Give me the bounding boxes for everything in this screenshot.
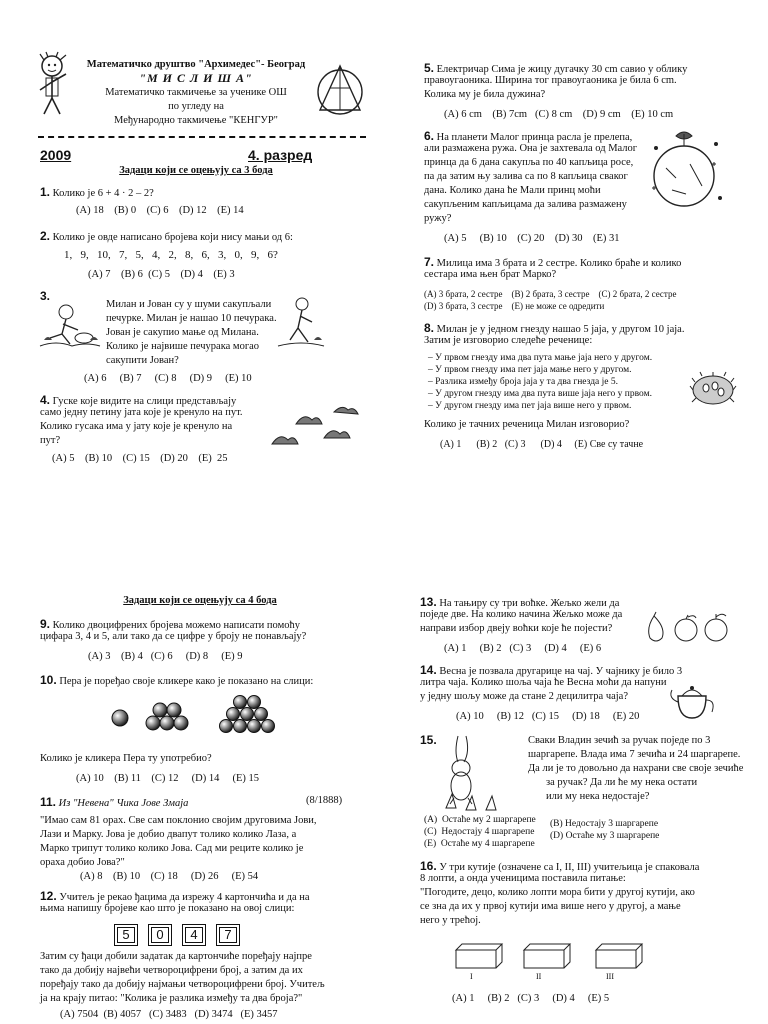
question-15-option-e: (E) Остаће му 4 шаргарепе (424, 839, 535, 849)
marbles-illustration (100, 696, 300, 736)
question-12-line-3: Затим су ђаци добили задатак да картончиће поређају најпре (40, 951, 312, 962)
question-16-options: (A) 1 (B) 2 (C) 3 (D) 4 (E) 5 (452, 993, 610, 1004)
mushroom-picker-illustration (36, 300, 102, 350)
question-12-line-4: тако да добију највећи четвороцифрени број, а затим да их (40, 965, 303, 976)
number-card: 5 (114, 924, 138, 946)
question-6-line-3: принца да 6 дана сакупља по 40 капљица росе, (424, 157, 634, 168)
fruits-illustration (642, 612, 732, 644)
page-quadrant-bottom-left (40, 592, 376, 1022)
nest-illustration (690, 372, 736, 406)
question-11-title: 11. Из "Невена" Чика Јове Змаја (40, 795, 189, 809)
boy-picking-mushrooms-illustration (276, 296, 326, 350)
question-8-statement-5: – У другом гнезду има пет јаја више него у првом. (428, 401, 632, 411)
question-4-options: (A) 5 (B) 10 (C) 15 (D) 20 (E) 25 (52, 453, 228, 464)
question-15-option-a: (A) Остаће му 2 шаргарепе (424, 815, 536, 825)
year-label: 2009 (40, 147, 72, 163)
question-8-statement-3: – Разлика између броја јаја у та два гнезда је 5. (428, 377, 619, 387)
question-8-options: (A) 1 (B) 2 (C) 3 (D) 4 (E) Све су тачне (440, 439, 644, 450)
question-8-line-2: Затим је изговорио следеће реченице: (424, 335, 593, 346)
planet-rose-illustration (646, 128, 726, 212)
question-15-line-2: шаргарепе. Влада има 7 зечића и 24 шаргарепе. (528, 749, 741, 760)
header-line-1: Математичко такмичење за ученике ОШ (105, 87, 287, 98)
question-6-line-7: ружу? (424, 213, 452, 224)
page-quadrant-bottom-right (416, 592, 752, 1022)
page-quadrant-top-left (36, 52, 370, 472)
rabbit-carrots-illustration (436, 732, 526, 812)
society-heading: Математичко друштво "Архимедес"- Београд (86, 59, 306, 70)
question-16-line-1: 16. У три кутије (означене са I, II, III) учитељица је спаковала (420, 859, 700, 873)
question-15-line-1: Сваки Владин зечић за ручак поједе по 3 (528, 735, 711, 746)
question-13-line-1: 13. На тањиру су три воћке. Жељко жели да (420, 595, 620, 609)
question-13-line-2: поједе две. На колико начина Жељко може да (420, 609, 623, 620)
marbles-group-2 (146, 703, 188, 730)
question-7-line-1: 7. Милица има 3 брата и 2 сестре. Колико браће и колико (424, 255, 682, 269)
question-15-line-3: Да ли је то довољно да нахрани све своје зечиће (528, 763, 744, 774)
question-9-line-2: цифара 3, 4 и 5, али тако да се цифре у броју не понављају? (40, 631, 307, 642)
question-3-line-1: Милан и Јован су у шуми сакупљали (106, 299, 272, 310)
question-9-options: (A) 3 (B) 4 (C) 6 (D) 8 (E) 9 (88, 651, 243, 662)
three-boxes-illustration (452, 938, 652, 978)
question-6-line-6: сакупљеним капљицама да залива размажену (424, 199, 627, 210)
question-8-line-1: 8. Милан је у једном гнезду нашао 5 јаја, у другом 10 јаја. (424, 321, 685, 335)
question-3-line-3: Јован је сакупио мање од Милана. (106, 327, 259, 338)
question-3-line-2: печурке. Милан је нашао 10 печурака. (106, 313, 277, 324)
question-5-line-1: 5. Електричар Сима је жицу дугачку 30 cm савио у облику (424, 61, 688, 75)
question-2-options: (A) 7 (B) 6 (C) 5 (D) 4 (E) 3 (88, 269, 235, 280)
question-16-line-5: него у трећој. (420, 915, 481, 926)
question-15-option-b: (B) Недостају 3 шаргарепе (550, 819, 659, 829)
dashed-divider (38, 136, 366, 138)
question-14-line-2: литра чаја. Колико шоља чаја ће Весна моћи да напуни (420, 677, 667, 688)
question-14-line-1: 14. Весна је позвала другарице на чај. У чајнику је било 3 (420, 663, 683, 677)
question-15-line-5: или му нека недостаје? (546, 791, 650, 802)
question-2-sequence: 1, 9, 10, 7, 5, 4, 2, 8, 6, 3, 0, 9, 6? (64, 249, 278, 261)
question-3-options: (A) 6 (B) 7 (C) 8 (D) 9 (E) 10 (84, 373, 252, 384)
question-8-statement-1: – У првом гнезду има два пута мање јаја него у другом. (428, 353, 653, 363)
number-card: 0 (148, 924, 172, 946)
question-6-options: (A) 5 (B) 10 (C) 20 (D) 30 (E) 31 (444, 233, 620, 244)
question-8-question: Колико је тачних реченица Милан изговорио? (424, 419, 630, 430)
question-16-line-4: се зна да их у првој кутији има више него у другој, а мање (420, 901, 681, 912)
question-14-line-3: у једну шољу може да стане 2 децилитра чаја? (420, 691, 629, 702)
brand-title: "М И С Л И Ш А" (139, 71, 253, 85)
question-15-line-4: за ручак? Да ли ће му нека остати (546, 777, 698, 788)
page-quadrant-top-right (420, 56, 750, 476)
question-6-line-2: али размажена ружа. Она је захтевала од Малог (424, 143, 638, 154)
question-11-options: (A) 8 (B) 10 (C) 18 (D) 26 (E) 54 (80, 871, 259, 882)
question-15-option-d: (D) Остаће му 3 шаргарепе (550, 831, 660, 841)
question-13-line-3: направи избор двеју воћки које ће појести? (420, 623, 613, 634)
question-13-options: (A) 1 (B) 2 (C) 3 (D) 4 (E) 6 (444, 643, 602, 654)
question-7-options-row-1: (A) 3 брата, 2 сестре (B) 2 брата, 3 сестре (C) 2 брата, 2 сестре (424, 289, 677, 299)
question-11-line-2: Лази и Марку. Јова је добио двапут толико колико Лаза, а (40, 829, 297, 840)
geese-illustration (268, 404, 364, 456)
number-card: 7 (216, 924, 240, 946)
question-14-options: (A) 10 (B) 12 (C) 15 (D) 18 (E) 20 (456, 711, 640, 722)
question-9-line-1: 9. Колико двоцифрених бројева можемо написати помоћу (40, 617, 300, 631)
teapot-illustration (668, 682, 718, 722)
marbles-group-3 (220, 696, 275, 733)
question-10-question: Колико је кликера Пера ту употребио? (40, 753, 212, 764)
question-10: 10. Пера је поређао своје кликере како је показано на слици: (40, 673, 314, 687)
grade-label: 4. разред (248, 147, 313, 163)
question-16-line-2: 8 лопти, а онда ученицима поставила питање: (420, 873, 626, 884)
question-3-number: 3. (40, 289, 51, 303)
question-12-line-6: ја на крају питао: "Колика је разлика између та два броја?" (40, 993, 303, 1004)
question-5-line-2: правоугаоника. Ширина тог правоугаоника је била 6 cm. (424, 75, 677, 86)
boy-mascot-illustration (36, 52, 72, 122)
question-11-line-4: ораха добио Јова?" (40, 857, 125, 868)
number-card: 4 (182, 924, 206, 946)
question-12-line-1: 12. Учитељ је рекао ђацима да изрежу 4 картончића и да на (40, 889, 310, 903)
question-8-statement-4: – У другом гнезду има два пута више јаја него у првом. (428, 389, 652, 399)
question-4-line-4: пут? (40, 435, 61, 446)
question-5-options: (A) 6 cm (B) 7cm (C) 8 cm (D) 9 cm (E) 10 cm (444, 109, 674, 120)
question-16-line-3: "Погодите, децо, колико лопти мора бити у другој кутији, ако (420, 887, 695, 898)
question-4-line-1: 4. Гуске које видите на слици представљају (40, 393, 237, 407)
question-1: 1. Колико је 6 + 4 · 2 – 2? (40, 185, 154, 199)
geometry-logo (314, 64, 366, 116)
question-7-line-2: сестара има њен брат Марко? (424, 269, 557, 280)
question-11-line-3: Марко трипут толико колико Јова. Сад ми реците колико је (40, 843, 304, 854)
box-label-3: III (606, 972, 614, 981)
question-11-line-1: "Имао сам 81 орах. Све сам поклонио својим друговима Јови, (40, 815, 317, 826)
question-3-line-5: сакупити Јован? (106, 355, 179, 366)
question-7-options-row-2: (D) 3 брата, 3 сестре (E) не може се одредити (424, 301, 605, 311)
question-4-line-3: Колико гусака има у јату које је кренуло на (40, 421, 233, 432)
question-3-line-4: Колико је највише печурака могао (106, 341, 260, 352)
question-10-options: (A) 10 (B) 11 (C) 12 (D) 14 (E) 15 (76, 773, 260, 784)
header-line-2: по угледу на (168, 101, 224, 112)
question-15-number: 15. (420, 733, 437, 747)
question-15-option-c: (C) Недостају 4 шаргарепе (424, 827, 535, 837)
section-heading-3-points: Задаци који се оцењују са 3 бода (119, 165, 273, 176)
question-12-options: (A) 7504 (B) 4057 (C) 3483 (D) 3474 (E) 3457 (60, 1009, 278, 1020)
question-11-reference: (8/1888) (306, 795, 343, 806)
box-label-1: I (470, 972, 473, 981)
header-line-3: Међународно такмичење "КЕНГУР" (114, 115, 278, 126)
number-cards (114, 924, 250, 946)
question-8-statement-2: – У првом гнезду има пет јаја мање него у другом. (428, 365, 632, 375)
question-12-line-2: њима напишу бројеве као што је показано на овој слици: (40, 903, 295, 914)
question-1-options: (A) 18 (B) 0 (C) 6 (D) 12 (E) 14 (76, 205, 244, 216)
question-6-line-1: 6. На планети Малог принца расла је прелепа, (424, 129, 633, 143)
question-6-line-4: па да затим њу залива са по 8 капљица сваког (424, 171, 628, 182)
box-label-2: II (536, 972, 542, 981)
question-5-line-3: Колика му је била дужина? (424, 89, 546, 100)
question-12-line-5: поређају тако да добију најмањи четвороцифрени број. Учитељ (40, 979, 325, 990)
question-6-line-5: дана. Колико дана ће Мали принц моћи (424, 185, 601, 196)
section-heading-4-points: Задаци који се оцењују са 4 бода (123, 595, 277, 606)
question-4-line-2: само једну петину јата које је кренуло на пут. (40, 407, 243, 418)
question-2: 2. Колико је овде написано бројева који нису мањи од 6: (40, 229, 293, 243)
